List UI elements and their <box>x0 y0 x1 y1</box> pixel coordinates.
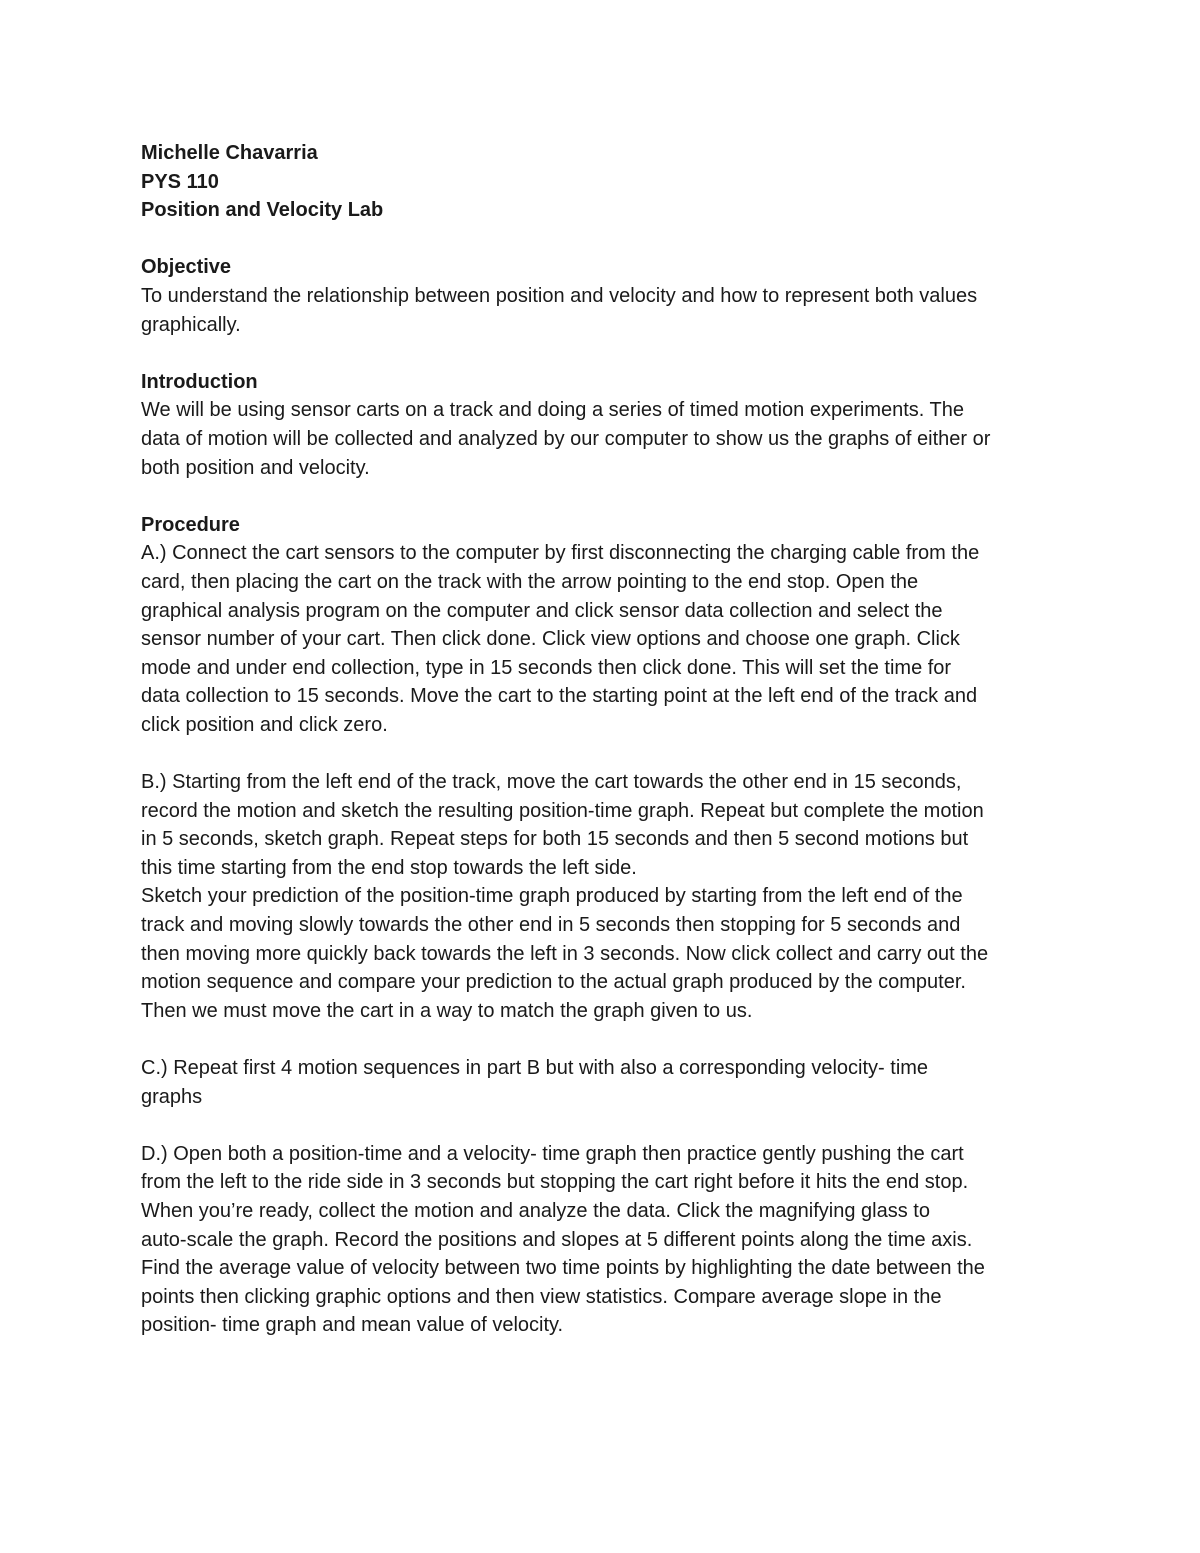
procedure-c-line: graphs <box>141 1085 203 1108</box>
procedure-a-line: graphical analysis program on the computer and click sensor data collection and select the <box>141 599 943 622</box>
introduction-heading: Introduction <box>141 370 258 393</box>
spacer <box>141 1025 1071 1054</box>
spacer <box>141 739 1071 768</box>
procedure-b-line: track and moving slowly towards the other end in 5 seconds then stopping for 5 seconds and <box>141 914 961 937</box>
introduction-line: both position and velocity. <box>141 456 370 479</box>
procedure-b-line: this time starting from the end stop towards the left side. <box>141 856 637 879</box>
procedure-b-line: Then we must move the cart in a way to match the graph given to us. <box>141 999 753 1022</box>
procedure-heading: Procedure <box>141 513 240 536</box>
introduction-line: We will be using sensor carts on a track and doing a series of timed motion experiments. The <box>141 399 964 422</box>
introduction-line: data of motion will be collected and analyzed by our computer to show us the graphs of either or <box>141 427 991 450</box>
spacer <box>141 225 1071 254</box>
procedure-d-line: points then clicking graphic options and then view statistics. Compare average slope in the <box>141 1285 942 1308</box>
author-name: Michelle Chavarria <box>141 142 318 164</box>
document-page <box>141 139 1071 1340</box>
procedure-a-line: mode and under end collection, type in 15 seconds then click done. This will set the time for <box>141 656 952 679</box>
objective-line: To understand the relationship between position and velocity and how to represent both values <box>141 284 978 307</box>
procedure-b-line: then moving more quickly back towards the left in 3 seconds. Now click collect and carry out the <box>141 942 989 965</box>
objective-heading: Objective <box>141 256 232 279</box>
procedure-d-line: position- time graph and mean value of velocity. <box>141 1314 564 1337</box>
course-code: PYS 110 <box>141 170 219 193</box>
procedure-a-line: click position and click zero. <box>141 713 388 736</box>
procedure-a-line: card, then placing the cart on the track with the arrow pointing to the end stop. Open the <box>141 570 919 593</box>
procedure-d-line: auto-scale the graph. Record the positions and slopes at 5 different points along the time axis. <box>141 1228 973 1251</box>
procedure-d-line: from the left to the ride side in 3 seconds but stopping the cart right before it hits the end stop. <box>141 1171 969 1194</box>
document-title: Position and Velocity Lab <box>141 199 384 222</box>
procedure-a-line: A.) Connect the cart sensors to the computer by first disconnecting the charging cable from the <box>141 542 980 565</box>
spacer <box>141 1111 1071 1140</box>
procedure-b-line: in 5 seconds, sketch graph. Repeat steps for both 15 seconds and then 5 second motions but <box>141 828 969 851</box>
objective-line: graphically. <box>141 313 241 336</box>
procedure-b-line: record the motion and sketch the resulting position-time graph. Repeat but complete the motion <box>141 799 984 822</box>
procedure-a-line: sensor number of your cart. Then click done. Click view options and choose one graph. Click <box>141 628 960 651</box>
procedure-d-line: D.) Open both a position-time and a velocity- time graph then practice gently pushing the cart <box>141 1142 964 1165</box>
procedure-d-line: When you’re ready, collect the motion and analyze the data. Click the magnifying glass to <box>141 1199 930 1222</box>
spacer <box>141 339 1071 368</box>
procedure-b-line: B.) Starting from the left end of the track, move the cart towards the other end in 15 seconds, <box>141 771 962 794</box>
procedure-c-line: C.) Repeat first 4 motion sequences in part B but with also a corresponding velocity- time <box>141 1057 929 1079</box>
procedure-d-line: Find the average value of velocity between two time points by highlighting the date between the <box>141 1257 985 1280</box>
procedure-b-line: Sketch your prediction of the position-time graph produced by starting from the left end of the <box>141 885 963 908</box>
spacer <box>141 482 1071 511</box>
procedure-b-line: motion sequence and compare your prediction to the actual graph produced by the computer. <box>141 971 966 994</box>
procedure-a-line: data collection to 15 seconds. Move the cart to the starting point at the left end of the track and <box>141 685 978 708</box>
